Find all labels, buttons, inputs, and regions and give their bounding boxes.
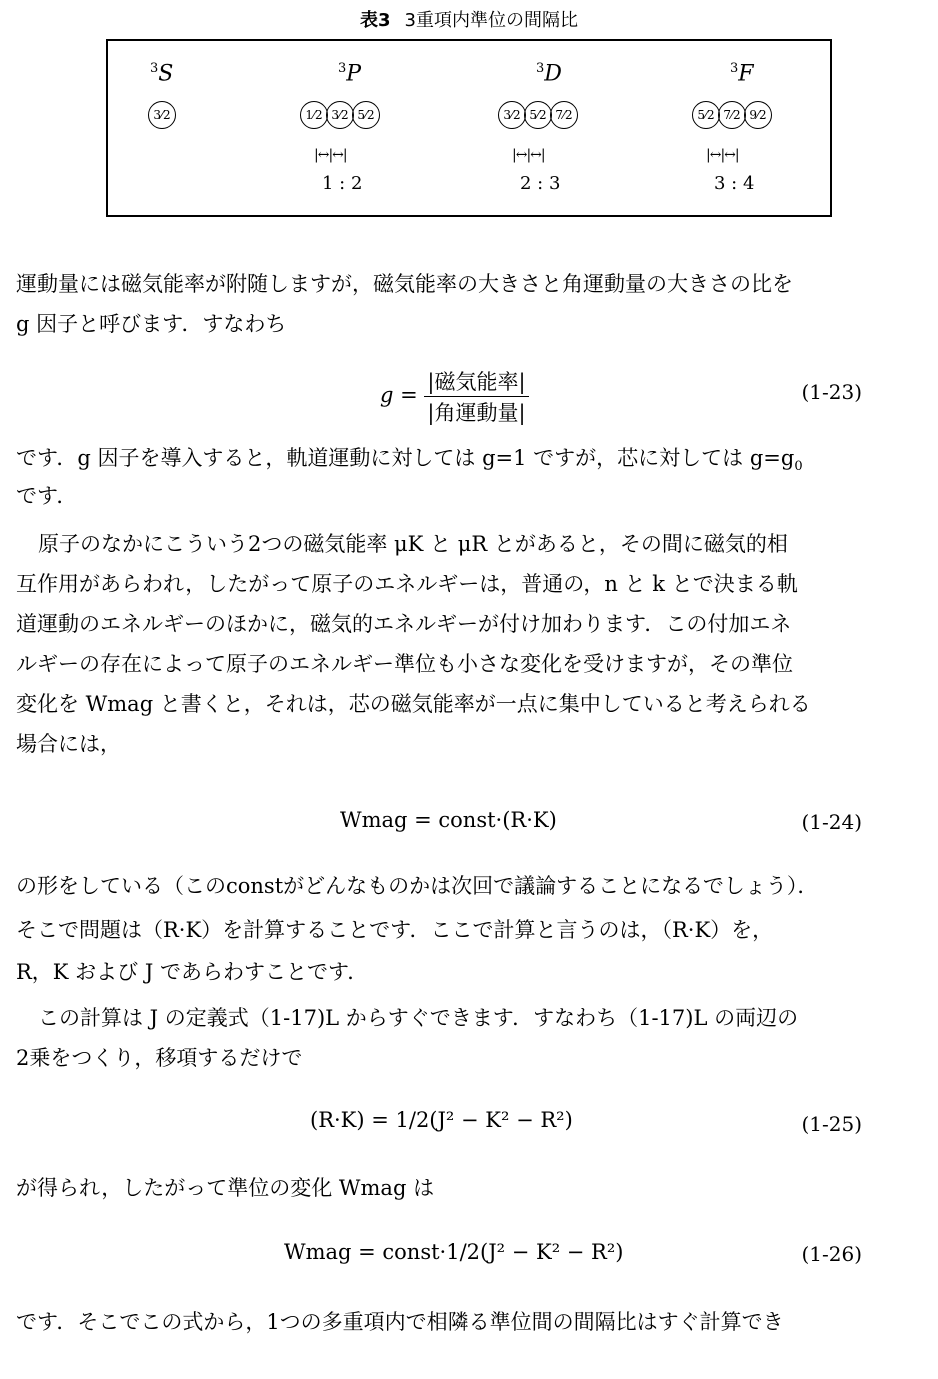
paragraph-line: の形をしている（このconstがどんなものかは次回で議論することになるでしょう）．	[16, 874, 819, 898]
eq-lhs: g =	[380, 383, 418, 407]
paragraph-line: です．g 因子を導入すると，軌道運動に対しては g=1 ですが，芯に対しては $g=g_0$	[16, 446, 803, 475]
paragraph-line: 変化を Wmag と書くと，それは，芯の磁気能率が一点に集中していると考えられる	[16, 692, 811, 716]
equation-1-26: Wmag = const·1/2(J² − K² − R²)	[284, 1240, 624, 1264]
circles-3F	[692, 101, 770, 129]
table-caption	[0, 6, 938, 32]
level-circle: 3⁄2	[326, 101, 354, 129]
level-circle: 5⁄2	[524, 101, 552, 129]
paragraph-line: です．そこでこの式から，1つの多重項内で相隣る準位間の間隔比はすぐ計算でき	[16, 1310, 784, 1334]
ratio-3P: 1 : 2	[322, 173, 363, 194]
level-circle: 5⁄2	[352, 101, 380, 129]
term-3S: $^3$S	[150, 61, 174, 87]
ratio-3F: 3 : 4	[714, 173, 755, 194]
level-circle: 3⁄2	[498, 101, 526, 129]
paragraph-line: g 因子と呼びます．すなわち	[16, 312, 287, 336]
ratio-3D: 2 : 3	[520, 173, 561, 194]
paragraph-line: 道運動のエネルギーのほかに，磁気的エネルギーが付け加わります．この付加エネ	[16, 612, 792, 636]
level-circle: 7⁄2	[550, 101, 578, 129]
equation-number: (1-25)	[801, 1112, 862, 1136]
circles-3D	[498, 101, 576, 129]
paragraph-line: 互作用があらわれ，したがって原子のエネルギーは，普通の，n と k とで決まる軌	[16, 572, 798, 596]
paragraph-line: 原子のなかにこういう2つの磁気能率 μK と μR とがあると，その間に磁気的相	[38, 532, 788, 556]
level-circle: 5⁄2	[692, 101, 720, 129]
triplet-table	[106, 39, 832, 217]
fraction-numerator: |磁気能率|	[424, 366, 528, 397]
fraction-denominator: |角運動量|	[427, 401, 526, 425]
spacing-arrows-3P: |↔|↔|	[314, 147, 347, 163]
paragraph-line: R，K および J であらわすことです．	[16, 960, 369, 984]
paragraph-line: 2乗をつくり，移項するだけで	[16, 1046, 303, 1070]
equation-1-25: (R·K) = 1/2(J² − K² − R²)	[310, 1108, 573, 1132]
circles-3P	[300, 101, 378, 129]
equation-number: (1-24)	[801, 810, 862, 834]
level-circle: 1⁄2	[300, 101, 328, 129]
level-circle: 9⁄2	[744, 101, 772, 129]
paragraph-line: です．	[16, 484, 78, 508]
paragraph-line: が得られ，したがって準位の変化 Wmag は	[16, 1176, 435, 1200]
spacing-arrows-3F: |↔|↔|	[706, 147, 739, 163]
paragraph-line: 運動量には磁気能率が附随しますが，磁気能率の大きさと角運動量の大きさの比を	[16, 272, 793, 296]
spacing-arrows-3D: |↔|↔|	[512, 147, 545, 163]
level-circle: 3⁄2	[148, 101, 176, 129]
circles-3S	[148, 101, 174, 129]
paragraph-line: そこで問題は（R·K）を計算することです．ここで計算と言うのは，（R·K）を，	[16, 918, 774, 942]
equation-number: (1-26)	[801, 1242, 862, 1266]
fraction	[424, 366, 528, 427]
equation-1-24: Wmag = const·(R·K)	[340, 808, 557, 832]
caption-title: 3重項内準位の間隔比	[404, 10, 578, 31]
paragraph-line: この計算は J の定義式（1-17)L からすぐできます．すなわち（1-17)L の両辺の	[38, 1006, 799, 1030]
caption-number: 表3	[360, 10, 391, 31]
term-3F: $^3$F	[730, 61, 754, 87]
paragraph-line: ルギーの存在によって原子のエネルギー準位も小さな変化を受けますが，その準位	[16, 652, 793, 676]
level-circle: 7⁄2	[718, 101, 746, 129]
term-3P: $^3$P	[338, 61, 362, 87]
paragraph-line: 場合には，	[16, 732, 121, 756]
equation-number: (1-23)	[801, 380, 862, 404]
equation-1-23	[380, 366, 529, 427]
term-3D: $^3$D	[536, 61, 562, 87]
